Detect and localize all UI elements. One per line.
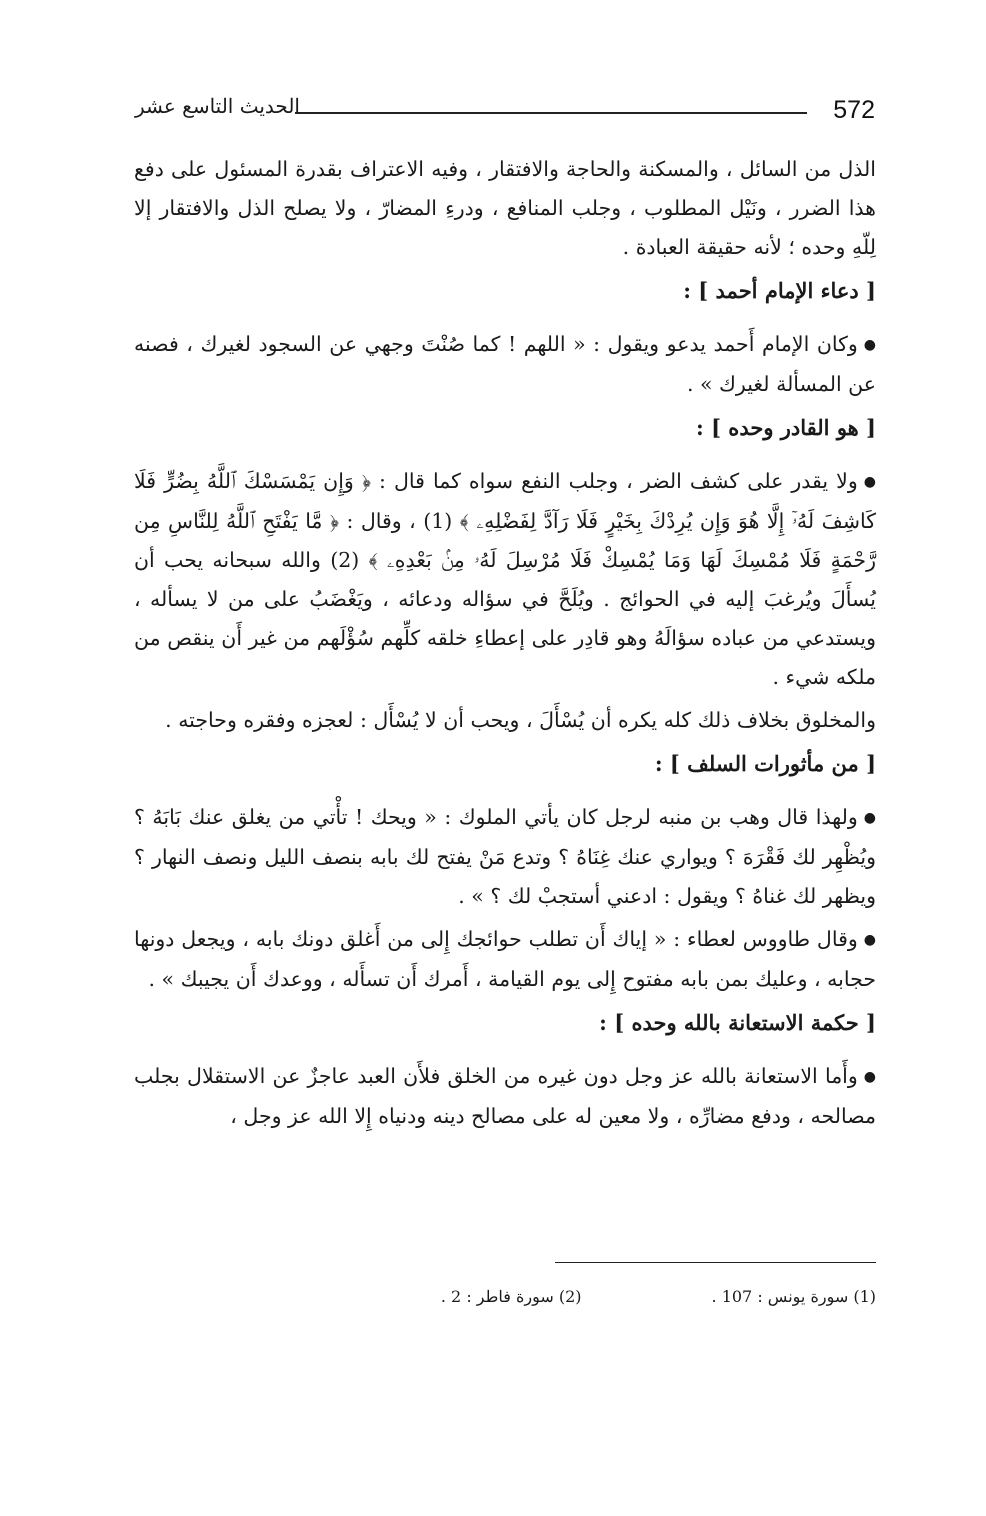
footnote-1: (1) سورة يونس : 107 .	[711, 1287, 876, 1306]
paragraph-text: وأَما الاستعانة بالله عز وجل دون غيره من الخلق فلأَن العبد عاجزٌ عن الاستقلال بجلب مصالحه ، ودفع مضارِّه ، ولا معين له على مصالح دينه ودنياه إِلا الله عز وجل ،	[134, 1064, 876, 1128]
bullet-icon: ●	[863, 337, 876, 353]
section-heading: [ حكمة الاستعانة بالله وحده ] :	[599, 1010, 876, 1035]
header-rule	[295, 112, 807, 114]
paragraph: والمخلوق بخلاف ذلك كله يكره أن يُسْأَلَ ، ويحب أن لا يُسْأَل : لعجزه وفقره وحاجته .	[165, 708, 876, 732]
paragraph-text: وكان الإمام أَحمد يدعو ويقول : « اللهم ! كما صُنْتَ وجهي عن السجود لغيرك ، فصنه عن المسألة لغيرك » .	[134, 332, 876, 396]
paragraph	[134, 462, 876, 697]
paragraph-text: وقال طاووس لعطاء : « إياك أَن تطلب حوائجك إِلى من أَغلق دونك بابه ، ويجعل دونها حجابه ، وعليك بمن بابه مفتوح إِلى يوم القيامة ، أَمرك أَن تسأَله ، ووعدك أَن يجيبك » .	[134, 927, 876, 991]
section-heading: [ من مأثورات السلف ] :	[654, 751, 876, 776]
paragraph	[134, 920, 876, 999]
section-heading: [ دعاء الإمام أحمد ] :	[683, 278, 876, 303]
bullet-icon: ●	[863, 810, 876, 826]
paragraph	[134, 798, 876, 916]
paragraph: الذل من السائل ، والمسكنة والحاجة والافتقار ، وفيه الاعتراف بقدرة المسئول على دفع هذا الضرر ، ونَيْل المطلوب ، وجلب المنافع ، ودرءِ المضارّ ، ولا يصلح الذل والافتقار إلا لِلّهِ وحده ؛ لأنه حقيقة العبادة .	[134, 157, 876, 259]
chapter-title: الحديث التاسع عشر	[135, 94, 300, 118]
paragraph-text: ولا يقدر على كشف الضر ، وجلب النفع سواه كما قال : ﴿ وَإِن يَمْسَسْكَ ٱللَّهُ بِضُرٍّ فَلَا كَاشِفَ لَهُۥٓ إِلَّا هُوَ وَإِن يُرِدْكَ بِخَيْرٍ فَلَا رَآدَّ لِفَضْلِهِۦ ﴾ (1) ، وقال : ﴿ مَّا يَفْتَحِ ٱللَّهُ لِلنَّاسِ مِن رَّحْمَةٍ فَلَا مُمْسِكَ لَهَا وَمَا يُمْسِكْ فَلَا مُرْسِلَ لَهُۥ مِنۢ بَعْدِهِۦ ﴾ (2) والله سبحانه يحب أن يُسأَلَ ويُرغبَ إليه في الحوائج . ويُلَحَّ في سؤاله ودعائه ، ويَغْضَبُ على من لا يسأله ، ويستدعي من عباده سؤالَهُ وهو قادِر على إعطاءِ خلقه كلِّهم سُؤْلَهم من غير أَن ينقص من ملكه شيء .	[134, 469, 877, 689]
paragraph	[134, 1057, 876, 1136]
paragraph	[134, 325, 876, 404]
bullet-icon: ●	[863, 1069, 876, 1085]
main-text	[134, 150, 876, 1140]
paragraph-text: ولهذا قال وهب بن منبه لرجل كان يأتي الملوك : « ويحك ! تأْتي من يغلق عنك بَابَهُ ؟ ويُظْهِر لك فَقْرَهَ ؟ ويواري عنك غِنَاهُ ؟ وتدع مَنْ يفتح لك بابه بنصف الليل ونصف النهار ؟ ويظهر لك غناهُ ؟ ويقول : ادعني أستجبْ لك ؟ » .	[134, 805, 876, 908]
footnotes	[300, 1287, 876, 1306]
footnote-divider	[555, 1262, 876, 1263]
page-number: 572	[833, 96, 875, 124]
bullet-icon: ●	[863, 932, 876, 948]
section-heading: [ هو القادر وحده ] :	[696, 415, 876, 440]
page-header	[135, 92, 875, 132]
footnote-2: (2) سورة فاطر : 2 .	[440, 1287, 582, 1306]
bullet-icon: ●	[863, 474, 876, 490]
